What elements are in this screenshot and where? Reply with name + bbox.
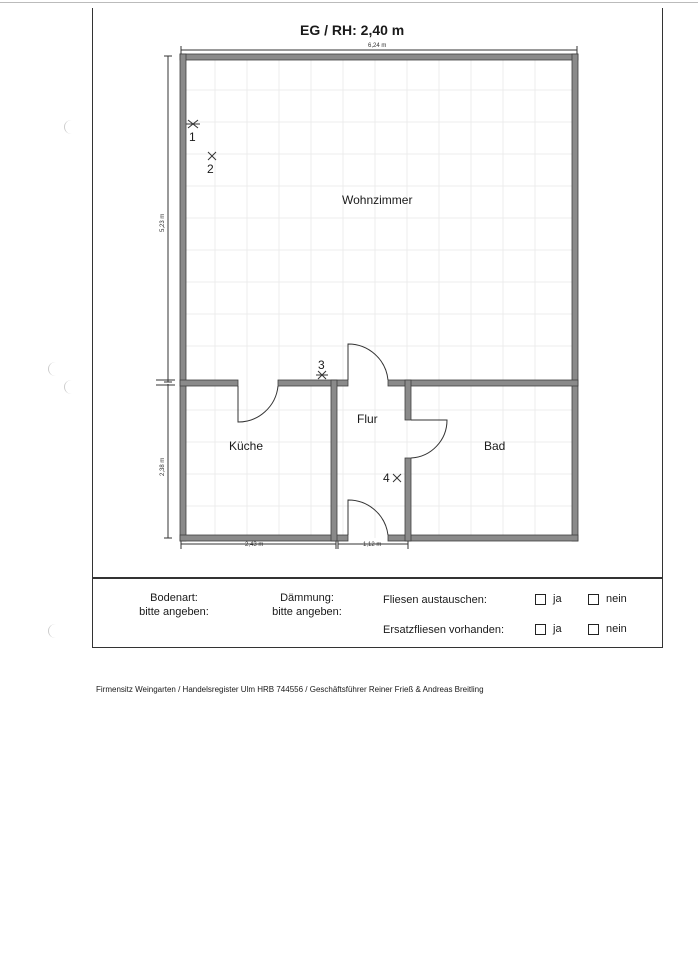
fliesen-austauschen-label: Fliesen austauschen: (383, 594, 487, 606)
ersatzfliesen-ja-label: ja (553, 623, 562, 635)
company-footer: Firmensitz Weingarten / Handelsregister Ulm HRB 744556 / Geschäftsführer Reiner Frieß & Andreas Breitling (96, 685, 484, 694)
wall-bottom-right (388, 535, 578, 541)
wall-bottom-left (180, 535, 348, 541)
plan-grid (183, 58, 575, 538)
door-bath (411, 420, 447, 458)
wall-right (572, 54, 578, 541)
dim-bottom-mid-width: 1,12 m (363, 542, 382, 548)
fliesen-nein-checkbox[interactable] (588, 594, 599, 605)
dim-top-width: 6,24 m (368, 43, 387, 49)
marker-label-4: 4 (383, 471, 390, 485)
room-label-bad: Bad (484, 439, 506, 453)
marker-label-2: 2 (207, 162, 214, 176)
fliesen-ja-checkbox[interactable] (535, 594, 546, 605)
bodenart-hint: bitte angeben: (139, 606, 209, 618)
wall-hall-bath-lower (405, 458, 411, 541)
bodenart-field[interactable] (114, 591, 234, 619)
marker-symbols (186, 120, 401, 482)
wall-mid-2 (278, 380, 348, 386)
door-kitchen (238, 386, 278, 422)
dim-left-upper-height: 5,23 m (160, 213, 166, 232)
dim-left-lower-height: 2,38 m (160, 457, 166, 476)
marker-label-3: 3 (318, 358, 325, 372)
wall-mid-1 (180, 380, 238, 386)
wall-mid-3 (388, 380, 578, 386)
room-label-kueche: Küche (229, 439, 264, 453)
daemmung-label: Dämmung: (280, 592, 334, 604)
dim-bottom-left-width: 2,43 m (245, 542, 264, 548)
door-entrance (348, 500, 388, 535)
plan-title: EG / RH: 2,40 m (300, 22, 405, 38)
walls (180, 54, 578, 541)
daemmung-hint: bitte angeben: (272, 606, 342, 618)
daemmung-field[interactable] (247, 591, 367, 619)
fliesen-nein-label: nein (606, 593, 627, 605)
marker-label-1: 1 (189, 130, 196, 144)
door-living (348, 344, 388, 380)
ersatzfliesen-ja-checkbox[interactable] (535, 624, 546, 635)
ersatzfliesen-label: Ersatzfliesen vorhanden: (383, 624, 505, 636)
wall-hall-bath-upper (405, 380, 411, 420)
wall-top (180, 54, 578, 60)
fliesen-ja-label: ja (553, 593, 562, 605)
wall-left (180, 54, 186, 541)
ersatzfliesen-nein-label: nein (606, 623, 627, 635)
room-label-flur: Flur (357, 412, 378, 426)
bodenart-label: Bodenart: (150, 592, 198, 604)
ersatzfliesen-nein-checkbox[interactable] (588, 624, 599, 635)
room-label-wohnzimmer: Wohnzimmer (342, 193, 413, 207)
wall-kitchen-hall (331, 380, 337, 541)
